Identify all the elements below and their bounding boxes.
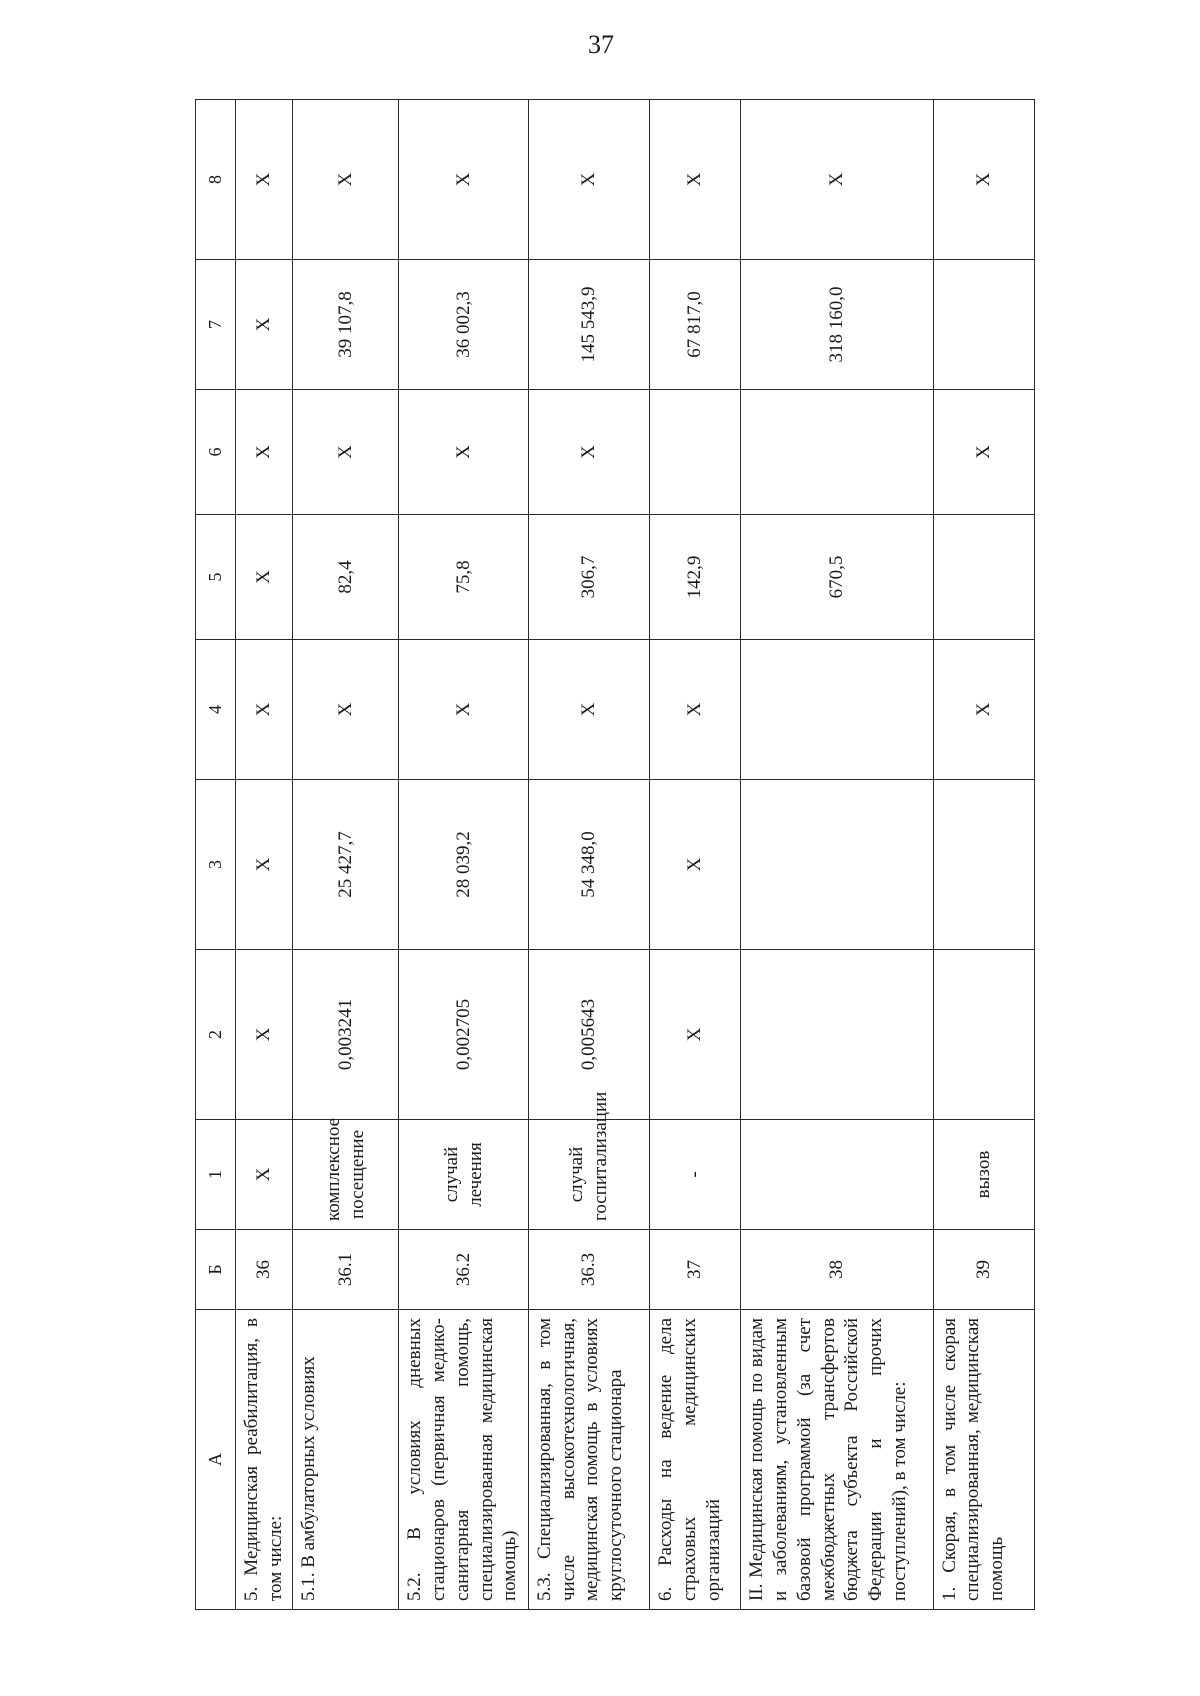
table-cell: 0,002705 <box>399 950 528 1120</box>
table-cell: 6. Расходы на ведение дела страховых медицинских организаций <box>650 1310 741 1610</box>
table-cell: X <box>528 390 649 515</box>
column-header: 8 <box>196 100 236 260</box>
table-cell: X <box>399 640 528 780</box>
table-cell: 145 543,9 <box>528 260 649 390</box>
column-header: Б <box>196 1230 236 1310</box>
table-cell <box>650 390 741 515</box>
column-header: 2 <box>196 950 236 1120</box>
table-cell: комплексное посещение <box>293 1120 399 1230</box>
column-header: 1 <box>196 1120 236 1230</box>
table-cell <box>933 950 1034 1120</box>
table-cell: X <box>650 100 741 260</box>
table-row <box>293 100 399 1610</box>
table-cell: 36 002,3 <box>399 260 528 390</box>
table-cell: 37 <box>650 1230 741 1310</box>
table-row <box>650 100 741 1610</box>
table-cell: 36.3 <box>528 1230 649 1310</box>
table-cell: 5.2. В условиях дневных стационаров (первичная медико-санитарная помощь, специализированная медицинская помощь) <box>399 1310 528 1610</box>
rotated-table-container <box>195 100 1035 1610</box>
table-cell <box>741 780 933 950</box>
table-cell: X <box>236 640 293 780</box>
table-cell: 39 <box>933 1230 1034 1310</box>
data-table <box>195 99 1035 1610</box>
table-cell: 0,003241 <box>293 950 399 1120</box>
table-cell: X <box>236 950 293 1120</box>
table-cell: X <box>293 390 399 515</box>
table-cell: X <box>933 100 1034 260</box>
table-cell: X <box>236 260 293 390</box>
table-cell: 142,9 <box>650 515 741 640</box>
table-cell: X <box>933 640 1034 780</box>
table-cell: 82,4 <box>293 515 399 640</box>
column-header: 6 <box>196 390 236 515</box>
table-cell <box>741 1120 933 1230</box>
table-cell: вызов <box>933 1120 1034 1230</box>
table-cell: 5.3. Специализированная, в том числе высокотехнологичная, медицинская помощь в условиях круглосуточного стационара <box>528 1310 649 1610</box>
table-cell: X <box>650 950 741 1120</box>
table-cell: случай лечения <box>399 1120 528 1230</box>
table-cell: 306,7 <box>528 515 649 640</box>
table-cell <box>741 640 933 780</box>
table-cell: 670,5 <box>741 515 933 640</box>
table-cell: X <box>528 100 649 260</box>
table-cell <box>933 780 1034 950</box>
table-cell: X <box>399 390 528 515</box>
table-cell: 36.2 <box>399 1230 528 1310</box>
table-cell: X <box>741 100 933 260</box>
table-cell: 25 427,7 <box>293 780 399 950</box>
table-row <box>933 100 1034 1610</box>
table-cell: 5. Медицинская реабилитация, в том числе: <box>236 1310 293 1610</box>
table-cell: X <box>650 640 741 780</box>
table-cell: случай госпитализации <box>528 1120 649 1230</box>
column-header: 5 <box>196 515 236 640</box>
table-cell: X <box>293 100 399 260</box>
table-cell: X <box>399 100 528 260</box>
table-row <box>236 100 293 1610</box>
table-cell: - <box>650 1120 741 1230</box>
table-cell: 67 817,0 <box>650 260 741 390</box>
table-cell <box>741 950 933 1120</box>
table-cell: X <box>933 390 1034 515</box>
page-number: 37 <box>588 30 614 59</box>
table-cell: X <box>236 515 293 640</box>
table-cell: 5.1. В амбулаторных условиях <box>293 1310 399 1610</box>
table-cell: 28 039,2 <box>399 780 528 950</box>
table-cell: 54 348,0 <box>528 780 649 950</box>
table-cell: X <box>293 640 399 780</box>
table-cell: 38 <box>741 1230 933 1310</box>
table-cell: 1. Скорая, в том числе скорая специализированная, медицинская помощь <box>933 1310 1034 1610</box>
table-cell: X <box>236 390 293 515</box>
table-cell: X <box>650 780 741 950</box>
table-cell: X <box>236 1120 293 1230</box>
table-cell <box>741 390 933 515</box>
column-header: 4 <box>196 640 236 780</box>
table-row <box>528 100 649 1610</box>
header-row <box>196 100 236 1610</box>
table-cell: 0,005643 <box>528 950 649 1120</box>
table-cell <box>933 260 1034 390</box>
table-cell: X <box>236 780 293 950</box>
table-cell: 39 107,8 <box>293 260 399 390</box>
column-header: 3 <box>196 780 236 950</box>
table-cell: 318 160,0 <box>741 260 933 390</box>
table-cell: II. Медицинская помощь по видам и заболеваниям, установленным базовой программой (за счет межбюджетных трансфертов бюджета субъекта Российской Федерации и прочих поступлений), в том числе: <box>741 1310 933 1610</box>
column-header: 7 <box>196 260 236 390</box>
table-cell: X <box>528 640 649 780</box>
table-cell <box>933 515 1034 640</box>
table-row <box>399 100 528 1610</box>
column-header: А <box>196 1310 236 1610</box>
table-cell: 75,8 <box>399 515 528 640</box>
table-cell: 36 <box>236 1230 293 1310</box>
table-row <box>741 100 933 1610</box>
table-cell: 36.1 <box>293 1230 399 1310</box>
table-cell: X <box>236 100 293 260</box>
